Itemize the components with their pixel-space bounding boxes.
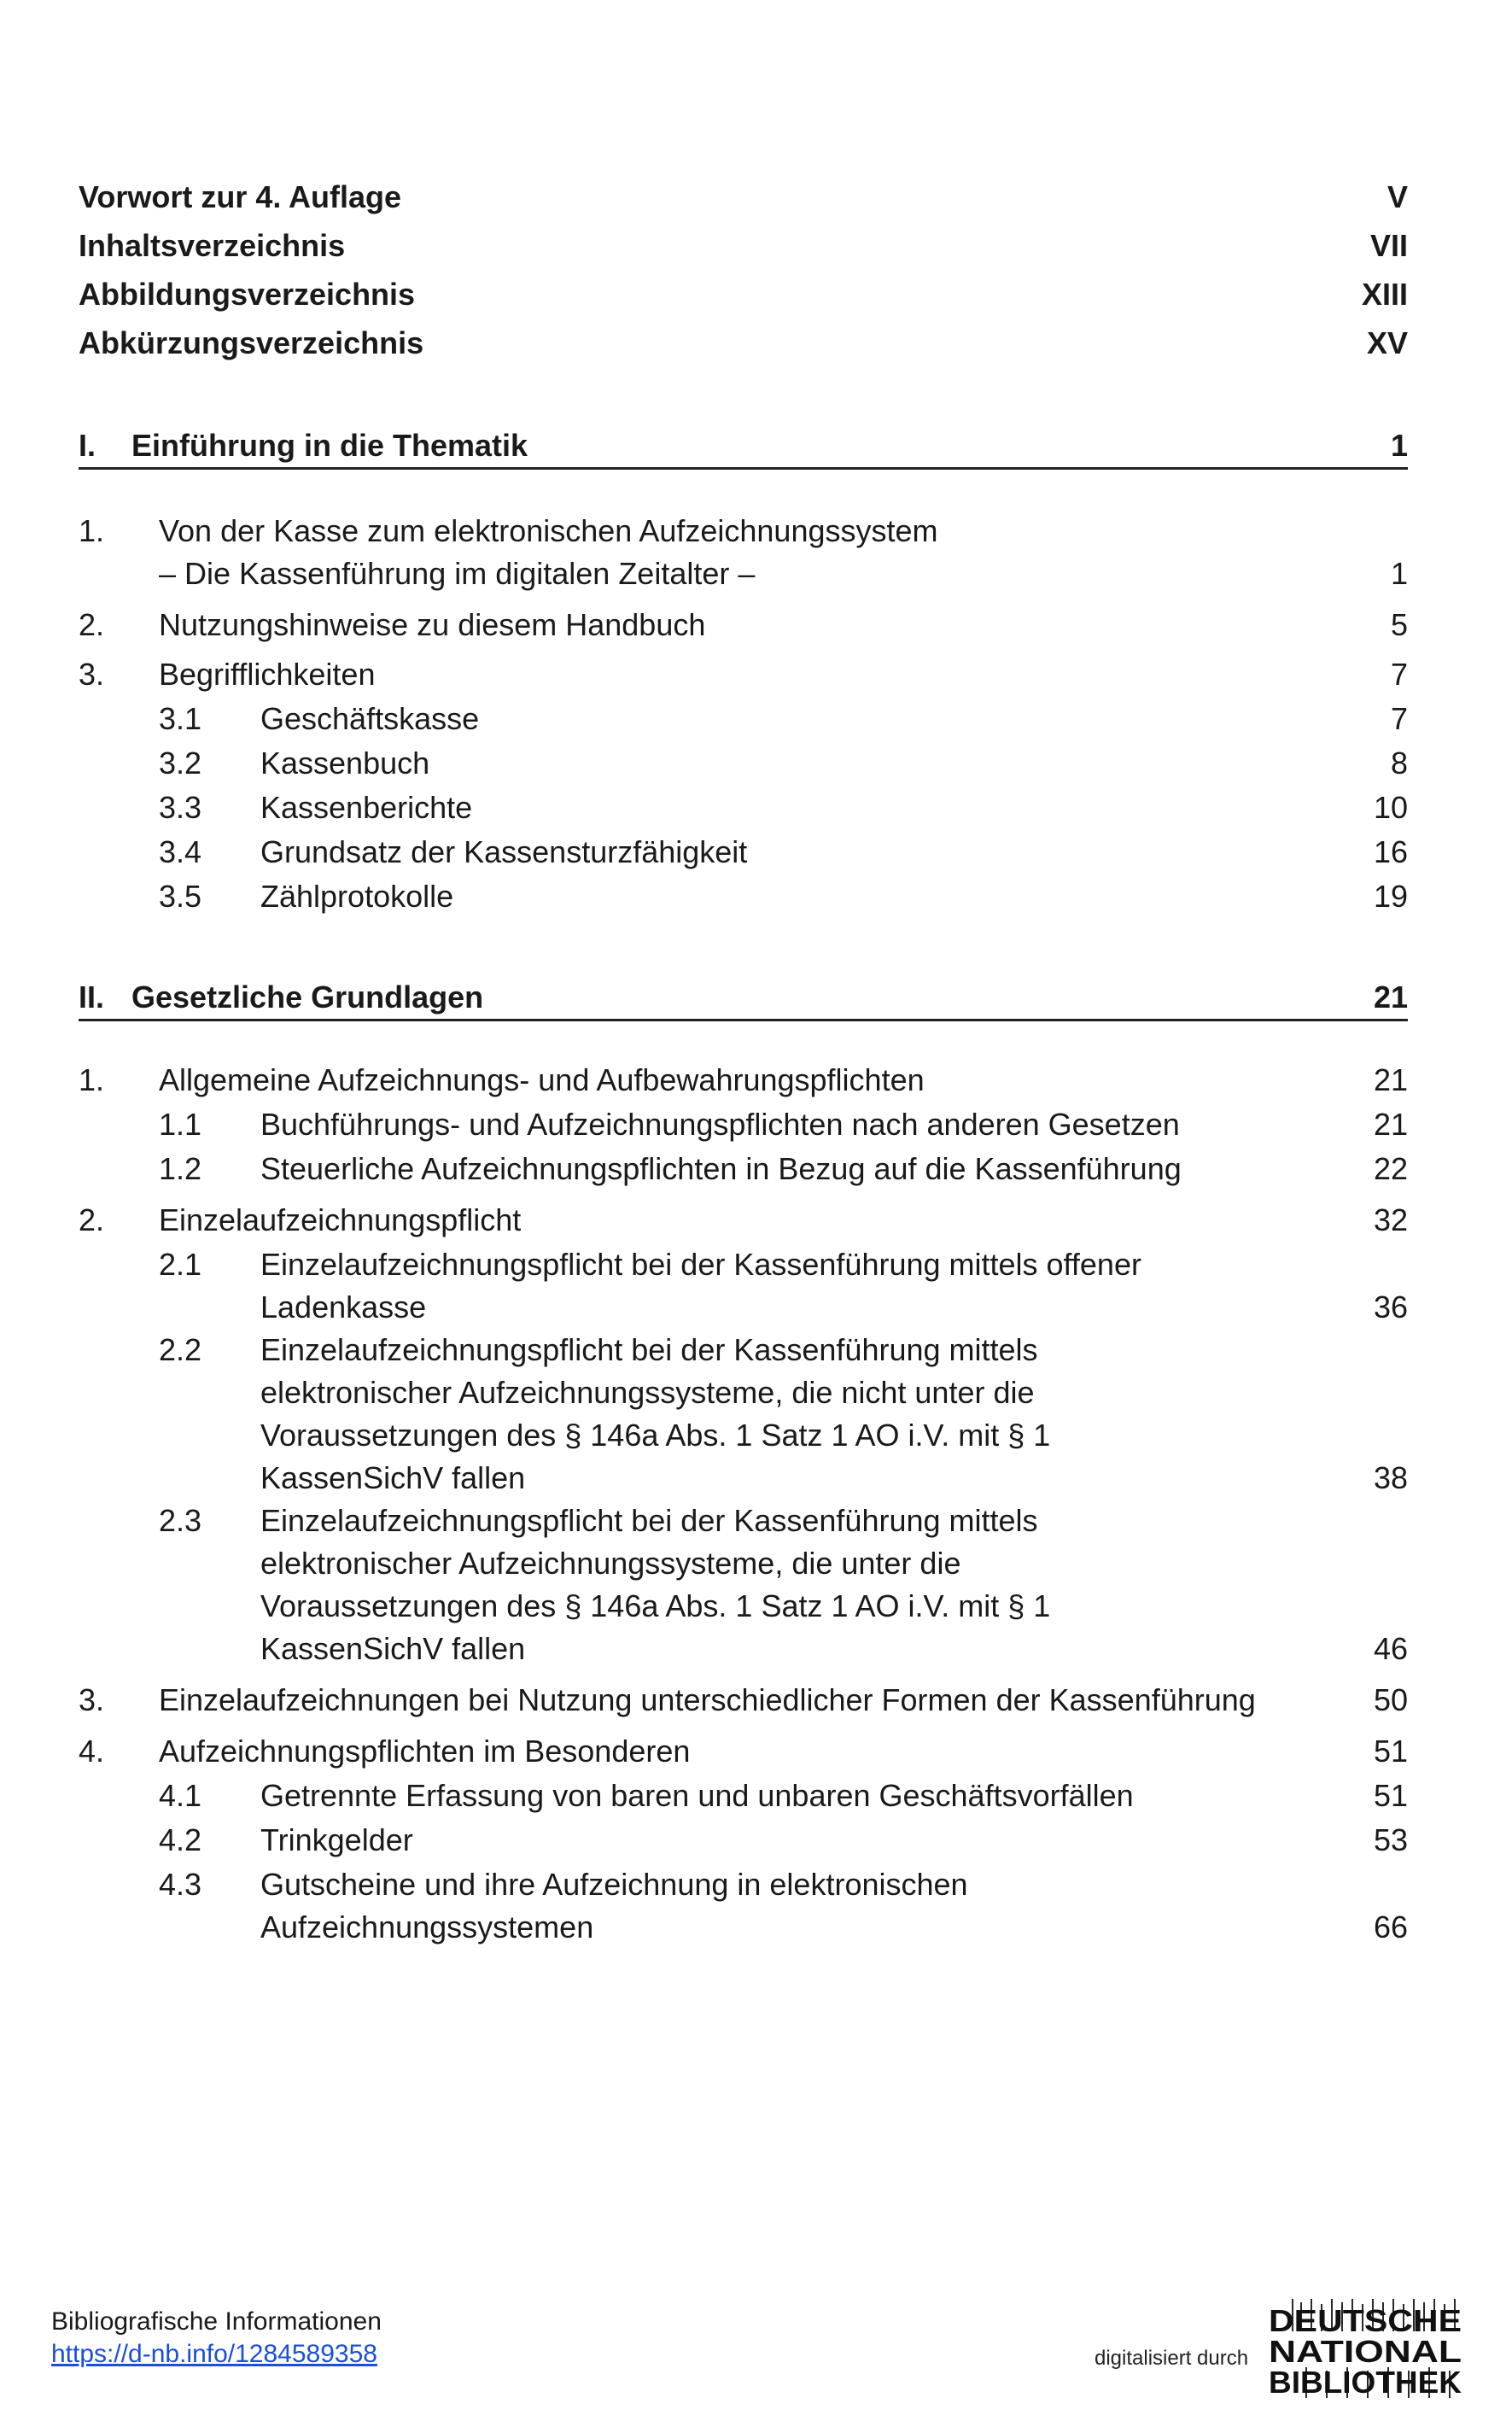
toc-subentry — [79, 1148, 1408, 1190]
entry-title-line: Einzelaufzeichnungspflicht bei der Kassenführung mittels offener — [260, 1247, 1141, 1282]
toc-entry — [79, 1679, 1408, 1722]
dnb-logo-line: DEUTSCHE — [1269, 2303, 1462, 2338]
dnb-logo — [1267, 2297, 1465, 2400]
toc-front-row — [79, 173, 1408, 222]
toc-entry-title: Abkürzungsverzeichnis — [79, 325, 424, 360]
entry-page: 38 — [1373, 1460, 1408, 1495]
toc-subentry — [79, 1103, 1408, 1146]
section-title: Gesetzliche Grundlagen — [131, 980, 484, 1015]
entry-title-line: KassenSichV fallen — [260, 1631, 526, 1666]
entry-number: 2.3 — [159, 1503, 202, 1538]
entry-title-line: Nutzungshinweise zu diesem Handbuch — [159, 607, 706, 642]
entry-title-line: Begrifflichkeiten — [159, 657, 376, 692]
entry-title-line: Von der Kasse zum elektronischen Aufzeichnungssystem — [159, 513, 938, 548]
entry-title-line: KassenSichV fallen — [260, 1460, 526, 1495]
entry-page: 7 — [1390, 657, 1408, 692]
entry-number: 4.1 — [159, 1778, 202, 1813]
toc-subentry — [79, 1775, 1408, 1817]
entry-page: 51 — [1373, 1734, 1408, 1769]
entry-title-line: Buchführungs- und Aufzeichnungspflichten nach anderen Gesetzen — [260, 1107, 1180, 1142]
toc-page-number: XIII — [1361, 277, 1408, 312]
entry-title-line: Kassenbuch — [260, 746, 430, 781]
entry-page: 7 — [1390, 701, 1408, 736]
entry-page: 21 — [1373, 1107, 1408, 1142]
section-title: Einführung in die Thematik — [131, 428, 528, 463]
entry-number: 1.1 — [159, 1107, 202, 1142]
entry-title-line: Grundsatz der Kassensturzfähigkeit — [260, 834, 748, 869]
toc-entry — [79, 510, 1408, 595]
entry-page: 51 — [1373, 1778, 1408, 1813]
entry-page: 8 — [1390, 746, 1408, 781]
entry-number: 2. — [79, 607, 105, 642]
toc-front-row — [79, 221, 1408, 271]
entry-page: 5 — [1390, 607, 1408, 642]
toc-page-number: VII — [1369, 228, 1408, 263]
entry-title-line: Steuerliche Aufzeichnungspflichten in Bezug auf die Kassenführung — [260, 1151, 1182, 1186]
toc-subentry — [79, 1329, 1408, 1500]
toc-entry — [79, 1730, 1408, 1773]
entry-page: 50 — [1373, 1682, 1408, 1717]
entry-title-line: elektronischer Aufzeichnungssysteme, die nicht unter die — [260, 1375, 1035, 1410]
entry-page: 66 — [1373, 1909, 1408, 1944]
entry-number: 3.3 — [159, 790, 202, 825]
section-heading — [79, 418, 1408, 470]
dnb-logo-line: BIBLIOTHEK — [1269, 2365, 1462, 2400]
entry-number: 2. — [79, 1202, 105, 1237]
entry-page: 1 — [1390, 556, 1408, 591]
toc-entry — [79, 1199, 1408, 1242]
entry-title-line: Einzelaufzeichnungspflicht bei der Kassenführung mittels — [260, 1503, 1038, 1538]
entry-page: 19 — [1373, 879, 1408, 914]
entry-title-line: Aufzeichnungspflichten im Besonderen — [159, 1734, 691, 1769]
toc-subentry — [79, 831, 1408, 874]
entry-title-line: Zählprotokolle — [260, 879, 454, 914]
section-page: 1 — [1390, 428, 1408, 463]
toc-page-number: V — [1386, 179, 1408, 214]
toc-subentry — [79, 1243, 1408, 1329]
entry-title-line: Einzelaufzeichnungen bei Nutzung unterschiedlicher Formen der Kassenführung — [159, 1682, 1256, 1717]
dnb-link[interactable]: https://d-nb.info/1284589358 — [51, 2340, 377, 2368]
entry-title-line: Einzelaufzeichnungspflicht bei der Kassenführung mittels — [260, 1332, 1038, 1367]
entry-number: 1. — [79, 1062, 105, 1097]
entry-page: 22 — [1373, 1151, 1408, 1186]
entry-number: 4.2 — [159, 1822, 202, 1857]
digitized-by-label: digitalisiert durch — [1095, 2347, 1249, 2370]
entry-title-line: Ladenkasse — [260, 1289, 427, 1325]
toc-entry-title: Inhaltsverzeichnis — [79, 228, 346, 263]
toc-subentry — [79, 875, 1408, 918]
toc-entry-title: Abbildungsverzeichnis — [79, 277, 416, 312]
toc-entry — [79, 1059, 1408, 1102]
toc-subentry — [79, 742, 1408, 785]
entry-page: 16 — [1373, 834, 1408, 869]
entry-title-line: elektronischer Aufzeichnungssysteme, die unter die — [260, 1546, 961, 1581]
entry-page: 21 — [1373, 1062, 1408, 1097]
entry-title-line: Kassenberichte — [260, 790, 473, 825]
entry-title-line: Geschäftskasse — [260, 701, 480, 736]
section-number: II. — [79, 980, 105, 1015]
entry-page: 10 — [1373, 790, 1408, 825]
toc-page-number: XV — [1366, 325, 1408, 360]
toc-subentry — [79, 1863, 1408, 1949]
entry-number: 3.4 — [159, 834, 202, 869]
toc-entry — [79, 604, 1408, 646]
entry-number: 3.2 — [159, 746, 202, 781]
entry-number: 3.1 — [159, 701, 202, 736]
entry-number: 3. — [79, 1682, 105, 1717]
entry-title-line: Einzelaufzeichnungspflicht — [159, 1202, 522, 1237]
entry-page: 46 — [1373, 1631, 1408, 1666]
bibliographic-info — [51, 2306, 382, 2371]
entry-number: 1.2 — [159, 1151, 202, 1186]
toc-front-row — [79, 270, 1408, 319]
entry-number: 4. — [79, 1734, 105, 1769]
dnb-logo-graphic — [1267, 2297, 1465, 2400]
toc-front-row — [79, 319, 1408, 368]
entry-page: 32 — [1373, 1202, 1408, 1237]
toc-subentry — [79, 787, 1408, 829]
entry-page: 53 — [1373, 1822, 1408, 1857]
section-heading — [79, 970, 1408, 1021]
entry-title-line: Getrennte Erfassung von baren und unbaren Geschäftsvorfällen — [260, 1778, 1134, 1813]
entry-number: 3. — [79, 657, 105, 692]
toc-entry — [79, 653, 1408, 696]
entry-title-line: Voraussetzungen des § 146a Abs. 1 Satz 1 AO i.V. mit § 1 — [260, 1418, 1051, 1453]
entry-title-line: Gutscheine und ihre Aufzeichnung in elektronischen — [260, 1867, 968, 1902]
entry-title-line: Aufzeichnungssystemen — [260, 1909, 594, 1944]
entry-title-line: Voraussetzungen des § 146a Abs. 1 Satz 1 AO i.V. mit § 1 — [260, 1588, 1051, 1623]
entry-title-line: – Die Kassenführung im digitalen Zeitalter – — [159, 556, 756, 591]
toc-subentry — [79, 1500, 1408, 1670]
entry-title-line: Allgemeine Aufzeichnungs- und Aufbewahrungspflichten — [159, 1062, 925, 1097]
toc-entry-title: Vorwort zur 4. Auflage — [79, 179, 402, 214]
entry-number: 1. — [79, 513, 105, 548]
entry-number: 2.2 — [159, 1332, 202, 1367]
toc-subentry — [79, 698, 1408, 740]
entry-number: 2.1 — [159, 1247, 202, 1282]
toc-subentry — [79, 1819, 1408, 1862]
entry-title-line: Trinkgelder — [260, 1822, 413, 1857]
entry-number: 4.3 — [159, 1867, 202, 1902]
entry-number: 3.5 — [159, 879, 202, 914]
dnb-logo-line: NATIONAL — [1269, 2334, 1462, 2369]
section-number: I. — [79, 428, 96, 463]
section-page: 21 — [1373, 980, 1408, 1015]
entry-page: 36 — [1373, 1289, 1408, 1325]
bibliographic-label: Bibliografische Informationen — [51, 2307, 382, 2336]
